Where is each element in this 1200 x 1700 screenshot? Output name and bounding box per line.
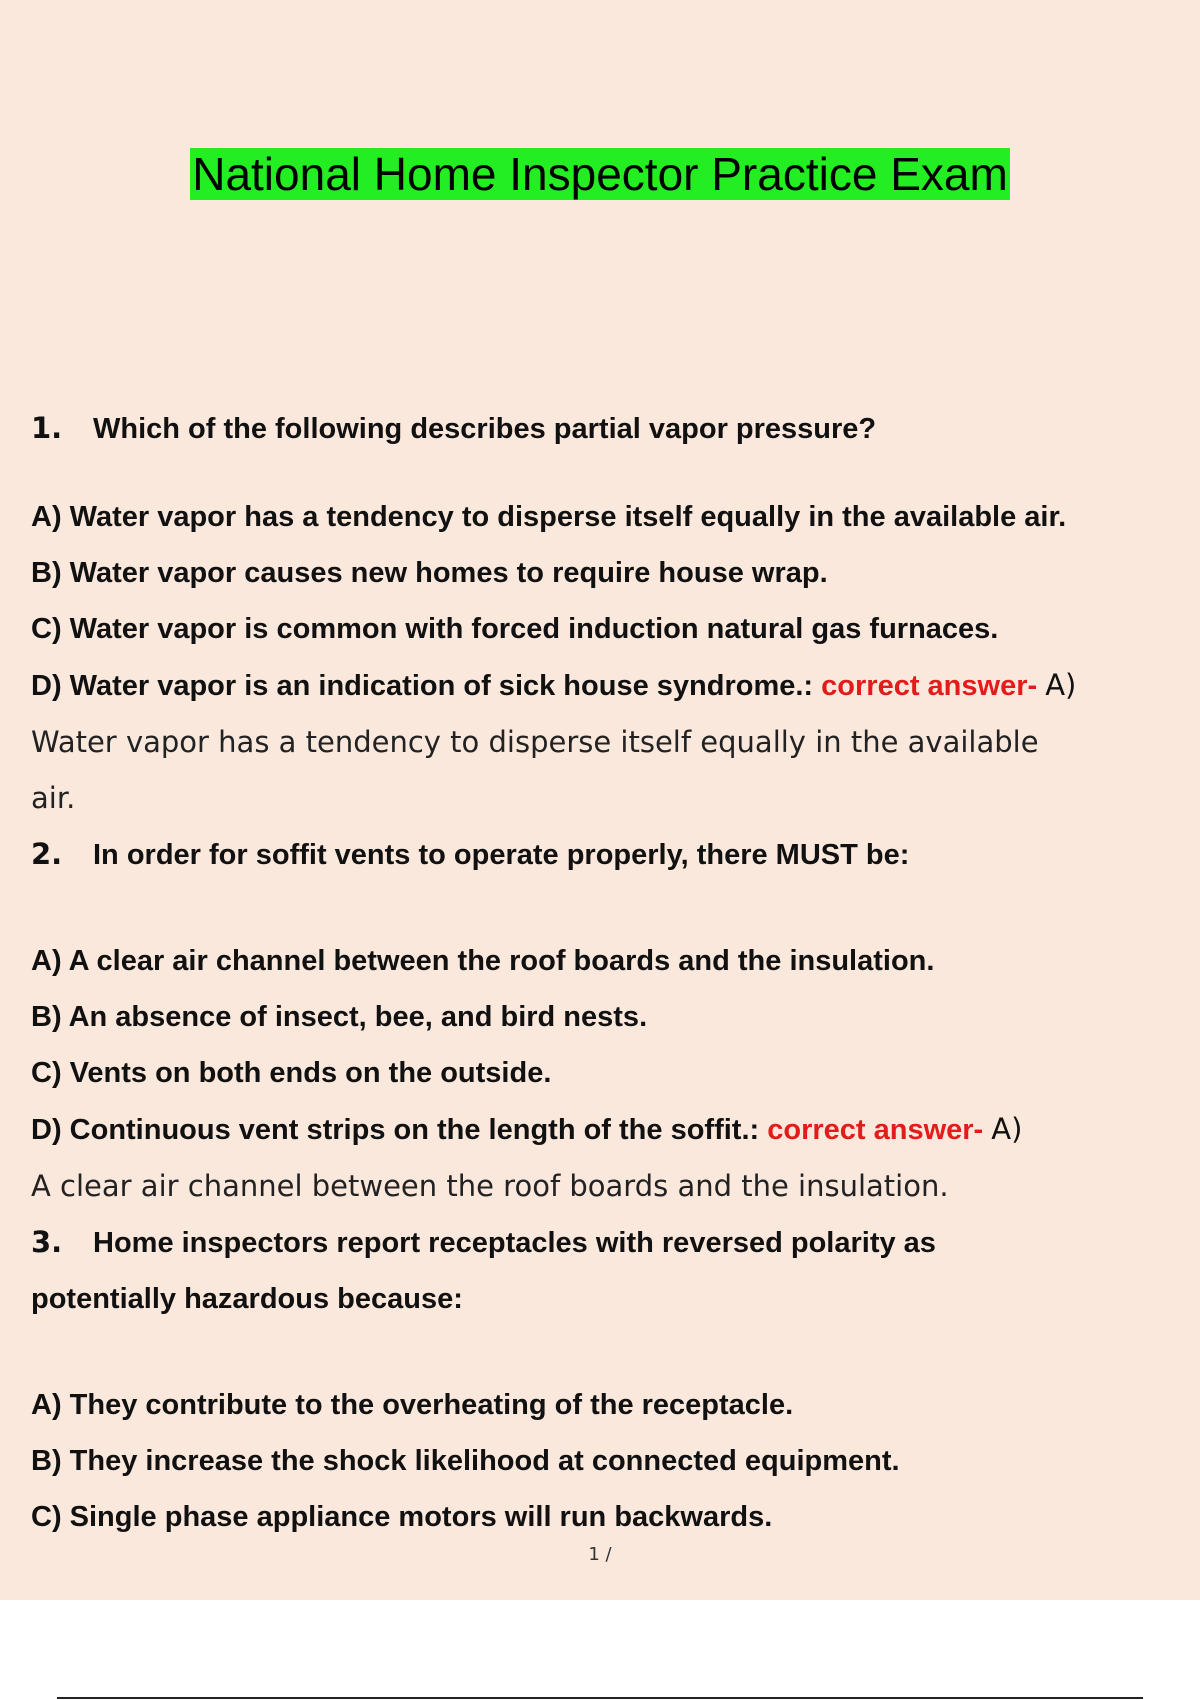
question-number: 2. [31, 837, 63, 871]
option-2b: B) An absence of insect, bee, and bird nests. [31, 1001, 648, 1033]
option-1d [31, 657, 1200, 714]
option-3a: A) They contribute to the overheating of the receptacle. [31, 1389, 794, 1421]
option-text: D) Continuous vent strips on the length of the soffit.: [31, 1114, 760, 1146]
answer-text-1: Water vapor has a tendency to disperse itself equally in the available [31, 725, 1039, 759]
question-text: In order for soffit vents to operate properly, there MUST be: [93, 839, 910, 871]
correct-answer-label: correct answer- [767, 1114, 984, 1146]
question-3-cont: potentially hazardous because: [31, 1283, 463, 1315]
option-2a: A) A clear air channel between the roof boards and the insulation. [31, 945, 935, 977]
option-3b: B) They increase the shock likelihood at connected equipment. [31, 1445, 900, 1477]
question-number: 3. [31, 1225, 63, 1259]
answer-lead: A) [991, 1112, 1023, 1146]
answer-text-1-cont: air. [31, 781, 76, 815]
question-text: Which of the following describes partial vapor pressure? [93, 413, 877, 445]
page-number: 1 / [588, 1544, 612, 1565]
option-1b: B) Water vapor causes new homes to require house wrap. [31, 557, 828, 589]
title-container [0, 148, 1200, 200]
option-3c: C) Single phase appliance motors will run backwards. [31, 1501, 773, 1533]
option-2d [31, 1101, 1200, 1158]
footer-rule [57, 1697, 1143, 1699]
question-3 [31, 1214, 1200, 1271]
option-1a: A) Water vapor has a tendency to disperse itself equally in the available air. [31, 501, 1067, 533]
question-text: Home inspectors report receptacles with reversed polarity as [93, 1227, 936, 1259]
correct-answer-label: correct answer- [821, 670, 1038, 702]
question-number: 1. [31, 411, 63, 445]
answer-lead: A) [1045, 668, 1077, 702]
option-2c: C) Vents on both ends on the outside. [31, 1057, 552, 1089]
question-2 [31, 826, 1200, 883]
answer-text-2: A clear air channel between the roof boards and the insulation. [31, 1169, 949, 1203]
document-title: National Home Inspector Practice Exam [192, 148, 1008, 200]
questions-content [31, 400, 1200, 1545]
option-1c: C) Water vapor is common with forced induction natural gas furnaces. [31, 613, 999, 645]
question-1 [31, 400, 1200, 457]
option-text: D) Water vapor is an indication of sick house syndrome.: [31, 670, 814, 702]
